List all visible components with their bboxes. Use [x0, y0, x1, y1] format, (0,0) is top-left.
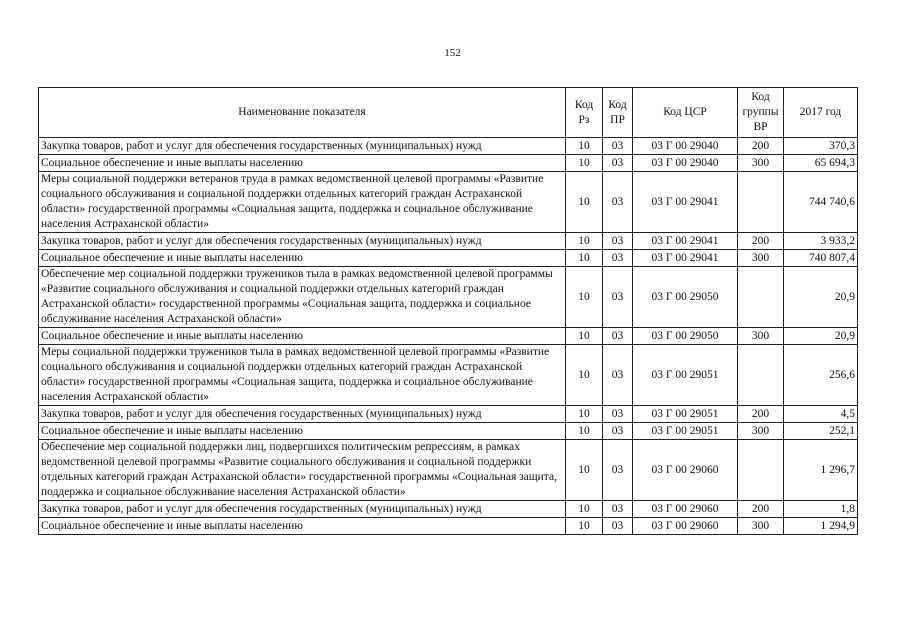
- row-vr-cell: 300: [738, 518, 784, 535]
- header-year: 2017 год: [784, 88, 858, 138]
- header-name: Наименование показателя: [39, 88, 566, 138]
- row-name-cell: Закупка товаров, работ и услуг для обеспечения государственных (муниципальных) нужд: [39, 406, 566, 423]
- header-rz: Код Рз: [566, 88, 603, 138]
- row-amount-cell: 3 933,2: [784, 233, 858, 250]
- row-name-cell: Социальное обеспечение и иные выплаты населению: [39, 155, 566, 172]
- row-vr-cell: 200: [738, 138, 784, 155]
- row-vr-cell: 200: [738, 406, 784, 423]
- row-amount-cell: 740 807,4: [784, 250, 858, 267]
- table-row: [39, 172, 858, 233]
- row-rz-cell: 10: [566, 501, 603, 518]
- row-name-cell: Обеспечение мер социальной поддержки лиц, подвергшихся политическим репрессиям, в рамках ведомственной целевой программы «Развитие социального обслуживания и социальной поддержки отдельных категорий граждан Астраханской области» государственной программы «Социальная защита, поддержка и социальное обслуживание населения Астраханской области»: [39, 440, 566, 501]
- row-csr-cell: 03 Г 00 29041: [633, 233, 738, 250]
- row-amount-cell: 65 694,3: [784, 155, 858, 172]
- row-csr-cell: 03 Г 00 29040: [633, 138, 738, 155]
- row-vr-cell: 300: [738, 328, 784, 345]
- row-csr-cell: 03 Г 00 29060: [633, 518, 738, 535]
- row-vr-cell: [738, 345, 784, 406]
- header-pr: Код ПР: [603, 88, 633, 138]
- row-rz-cell: 10: [566, 138, 603, 155]
- row-vr-cell: 200: [738, 233, 784, 250]
- page-number: 152: [444, 47, 461, 59]
- row-csr-cell: 03 Г 00 29051: [633, 406, 738, 423]
- row-csr-cell: 03 Г 00 29041: [633, 250, 738, 267]
- table-row: [39, 328, 858, 345]
- row-csr-cell: 03 Г 00 29051: [633, 345, 738, 406]
- row-amount-cell: 4,5: [784, 406, 858, 423]
- row-rz-cell: 10: [566, 250, 603, 267]
- row-name-cell: Обеспечение мер социальной поддержки тружеников тыла в рамках ведомственной целевой программы «Развитие социального обслуживания и социальной поддержки отдельных категорий граждан Астраханской области» государственной программы «Социальная защита, поддержка и социальное обслуживание населения Астраханской области»: [39, 267, 566, 328]
- row-amount-cell: 20,9: [784, 328, 858, 345]
- table-row: [39, 233, 858, 250]
- row-amount-cell: 744 740,6: [784, 172, 858, 233]
- row-pr-cell: 03: [603, 233, 633, 250]
- row-pr-cell: 03: [603, 406, 633, 423]
- row-amount-cell: 1 296,7: [784, 440, 858, 501]
- row-pr-cell: 03: [603, 138, 633, 155]
- row-pr-cell: 03: [603, 518, 633, 535]
- row-name-cell: Меры социальной поддержки тружеников тыла в рамках ведомственной целевой программы «Развитие социального обслуживания и социальной поддержки отдельных категорий граждан Астраханской области» государственной программы «Социальная защита, поддержка и социальное обслуживание населения Астраханской области»: [39, 345, 566, 406]
- row-name-cell: Социальное обеспечение и иные выплаты населению: [39, 423, 566, 440]
- row-pr-cell: 03: [603, 250, 633, 267]
- table-row: [39, 138, 858, 155]
- row-rz-cell: 10: [566, 518, 603, 535]
- row-csr-cell: 03 Г 00 29050: [633, 328, 738, 345]
- table-row: [39, 250, 858, 267]
- row-amount-cell: 1,8: [784, 501, 858, 518]
- row-amount-cell: 252,1: [784, 423, 858, 440]
- row-amount-cell: 256,6: [784, 345, 858, 406]
- row-vr-cell: 200: [738, 501, 784, 518]
- row-vr-cell: [738, 172, 784, 233]
- row-pr-cell: 03: [603, 172, 633, 233]
- table-row: [39, 345, 858, 406]
- row-vr-cell: 300: [738, 423, 784, 440]
- row-rz-cell: 10: [566, 172, 603, 233]
- row-amount-cell: 370,3: [784, 138, 858, 155]
- row-vr-cell: 300: [738, 155, 784, 172]
- row-vr-cell: [738, 267, 784, 328]
- row-amount-cell: 20,9: [784, 267, 858, 328]
- row-pr-cell: 03: [603, 328, 633, 345]
- row-amount-cell: 1 294,9: [784, 518, 858, 535]
- header-vr: Код группы ВР: [738, 88, 784, 138]
- table-row: [39, 440, 858, 501]
- table-row: [39, 406, 858, 423]
- row-pr-cell: 03: [603, 345, 633, 406]
- row-rz-cell: 10: [566, 233, 603, 250]
- row-name-cell: Социальное обеспечение и иные выплаты населению: [39, 250, 566, 267]
- table-row: [39, 501, 858, 518]
- row-pr-cell: 03: [603, 155, 633, 172]
- row-csr-cell: 03 Г 00 29050: [633, 267, 738, 328]
- row-rz-cell: 10: [566, 155, 603, 172]
- row-name-cell: Меры социальной поддержки ветеранов труда в рамках ведомственной целевой программы «Развитие социального обслуживания и социальной поддержки отдельных категорий граждан Астраханской области» государственной программы «Социальная защита, поддержка и социальное обслуживание населения Астраханской области»: [39, 172, 566, 233]
- row-pr-cell: 03: [603, 501, 633, 518]
- row-rz-cell: 10: [566, 406, 603, 423]
- table-header-row: [39, 88, 858, 138]
- table-row: [39, 518, 858, 535]
- row-rz-cell: 10: [566, 345, 603, 406]
- row-csr-cell: 03 Г 00 29051: [633, 423, 738, 440]
- header-csr: Код ЦСР: [633, 88, 738, 138]
- table-row: [39, 267, 858, 328]
- row-csr-cell: 03 Г 00 29060: [633, 501, 738, 518]
- row-rz-cell: 10: [566, 267, 603, 328]
- table-row: [39, 155, 858, 172]
- row-vr-cell: [738, 440, 784, 501]
- row-vr-cell: 300: [738, 250, 784, 267]
- budget-table: [38, 87, 858, 535]
- row-name-cell: Закупка товаров, работ и услуг для обеспечения государственных (муниципальных) нужд: [39, 233, 566, 250]
- row-name-cell: Закупка товаров, работ и услуг для обеспечения государственных (муниципальных) нужд: [39, 501, 566, 518]
- row-rz-cell: 10: [566, 423, 603, 440]
- row-pr-cell: 03: [603, 267, 633, 328]
- row-rz-cell: 10: [566, 328, 603, 345]
- row-name-cell: Закупка товаров, работ и услуг для обеспечения государственных (муниципальных) нужд: [39, 138, 566, 155]
- row-name-cell: Социальное обеспечение и иные выплаты населению: [39, 328, 566, 345]
- row-csr-cell: 03 Г 00 29041: [633, 172, 738, 233]
- row-pr-cell: 03: [603, 423, 633, 440]
- row-name-cell: Социальное обеспечение и иные выплаты населению: [39, 518, 566, 535]
- table-row: [39, 423, 858, 440]
- row-csr-cell: 03 Г 00 29060: [633, 440, 738, 501]
- row-pr-cell: 03: [603, 440, 633, 501]
- row-csr-cell: 03 Г 00 29040: [633, 155, 738, 172]
- row-rz-cell: 10: [566, 440, 603, 501]
